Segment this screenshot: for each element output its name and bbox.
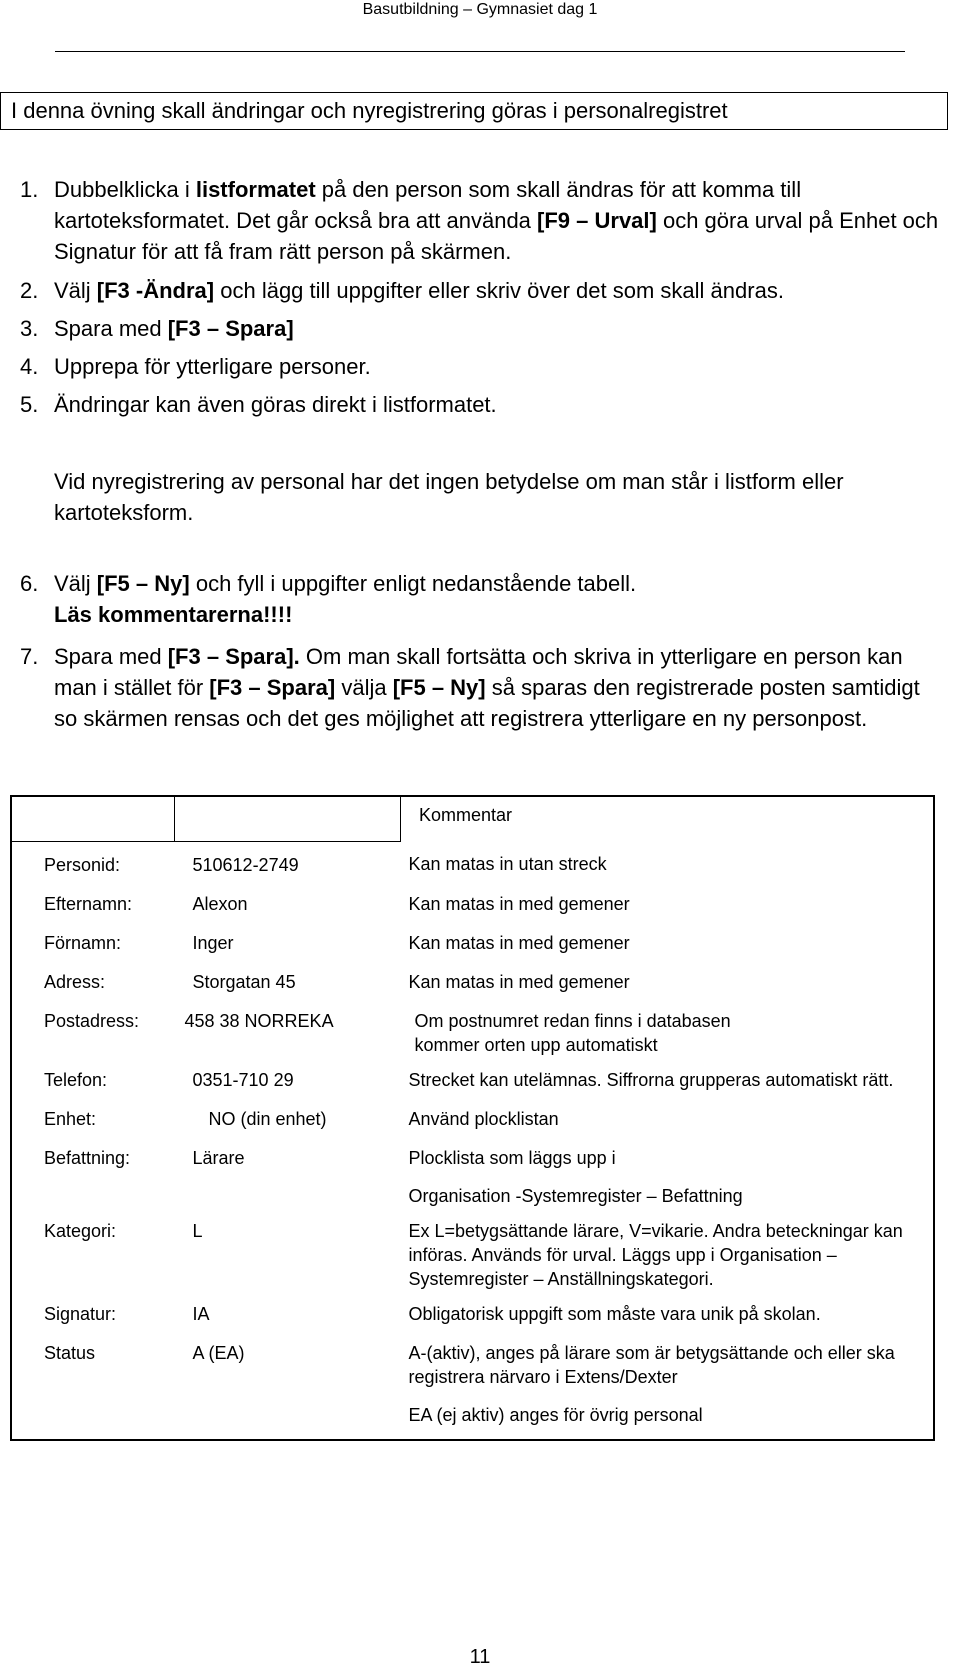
field-comment: Ex L=betygsättande lärare, V=vikarie. Andra beteckningar kan införas. Används för urval. Läggs upp i Organisation –Systemregister – Anställningskategori. (408, 1220, 903, 1289)
steps-list-2 (20, 568, 940, 734)
field-label: Signatur: (44, 1303, 117, 1324)
intro-box: I denna övning skall ändringar och nyregistrering göras i personalregistret (0, 92, 948, 130)
field-comment: Om postnumret redan finns i databasen kommer orten upp automatiskt (414, 1010, 731, 1055)
field-label: Postadress: (44, 1010, 140, 1031)
read-comments-note: Läs kommentarerna!!!! (54, 602, 293, 627)
field-comment: Kan matas in med gemener (408, 932, 630, 953)
header-divider (55, 51, 905, 52)
field-value: L (192, 1220, 203, 1241)
step-2: 2. Välj [F3 -Ändra] och lägg till uppgifter eller skriv över det som skall ändras. (20, 278, 784, 303)
step-1: 1. Dubbelklicka i listformatet på den person som skall ändras för att komma till kartoteksformatet. Det går också bra att använda [F9 – Urval] och göra urval på Enhet och Signatur för att få fram rätt person på skärmen. (20, 177, 939, 264)
page-header: Basutbildning – Gymnasiet dag 1 (362, 1, 598, 18)
registration-table (10, 795, 935, 1441)
field-label: Förnamn: (44, 932, 122, 953)
field-value: 0351-710 29 (192, 1069, 294, 1090)
field-value: NO (din enhet) (208, 1108, 327, 1129)
page-number: 11 (469, 1646, 491, 1668)
table-row (11, 1135, 934, 1208)
field-value: Inger (192, 932, 234, 953)
step-6: 6. Välj [F5 – Ny] och fyll i uppgifter enligt nedanstående tabell. Läs kommentarerna!!!! (20, 571, 637, 627)
field-value: IA (192, 1303, 210, 1324)
table-header-row (11, 796, 934, 841)
step-5: 5. Ändringar kan även göras direkt i listformatet. (20, 392, 497, 417)
table-row (11, 1057, 934, 1096)
table-row (11, 1330, 934, 1440)
field-value: Alexon (192, 893, 248, 914)
table-row (11, 920, 934, 959)
field-comment: Plocklista som läggs upp i Organisation -Systemregister – Befattning (408, 1147, 743, 1206)
field-label: Personid: (44, 854, 121, 875)
field-label: Befattning: (44, 1147, 131, 1168)
field-label: Telefon: (44, 1069, 108, 1090)
table-row (11, 998, 934, 1057)
table-row (11, 1096, 934, 1135)
field-value: Storgatan 45 (192, 971, 296, 992)
table-row (11, 841, 934, 881)
field-value: Lärare (192, 1147, 245, 1168)
table-row (11, 1208, 934, 1291)
field-comment: A-(aktiv), anges på lärare som är betygsättande och eller ska registrera närvaro i Extens/Dexter EA (ej aktiv) anges för övrig personal (408, 1342, 895, 1425)
field-comment: Kan matas in med gemener (408, 971, 630, 992)
note-paragraph: Vid nyregistrering av personal har det ingen betydelse om man står i listform eller kartoteksform. (54, 469, 844, 525)
step-3: 3. Spara med [F3 – Spara] (20, 316, 294, 341)
comment-column-header: Kommentar (419, 805, 513, 825)
field-label: Status (44, 1342, 96, 1363)
field-comment: Obligatorisk uppgift som måste vara unik på skolan. (408, 1303, 821, 1324)
field-label: Efternamn: (44, 893, 133, 914)
field-label: Enhet: (44, 1108, 97, 1129)
field-value: A (EA) (192, 1342, 245, 1363)
step-4: 4. Upprepa för ytterligare personer. (20, 354, 371, 379)
field-value: 510612-2749 (192, 854, 299, 875)
field-comment: Strecket kan utelämnas. Siffrorna grupperas automatiskt rätt. (408, 1069, 894, 1090)
field-label: Adress: (44, 971, 106, 992)
field-comment: Använd plocklistan (408, 1108, 559, 1129)
table-row (11, 881, 934, 920)
table-row (11, 959, 934, 998)
field-label: Kategori: (44, 1220, 117, 1241)
steps-list-1 (20, 174, 940, 420)
field-comment: Kan matas in med gemener (408, 893, 630, 914)
table-row (11, 1291, 934, 1330)
field-value: 458 38 NORREKA (184, 1010, 334, 1031)
field-comment: Kan matas in utan streck (408, 854, 607, 874)
step-7: 7. Spara med [F3 – Spara]. Om man skall fortsätta och skriva in ytterligare en person kan man i stället för [F3 – Spara] välja [F5 – Ny] så sparas den registrerade posten samtidigt so skärmen rensas och det ges möjlighet att registrera ytterligare en ny personpost. (20, 644, 920, 731)
